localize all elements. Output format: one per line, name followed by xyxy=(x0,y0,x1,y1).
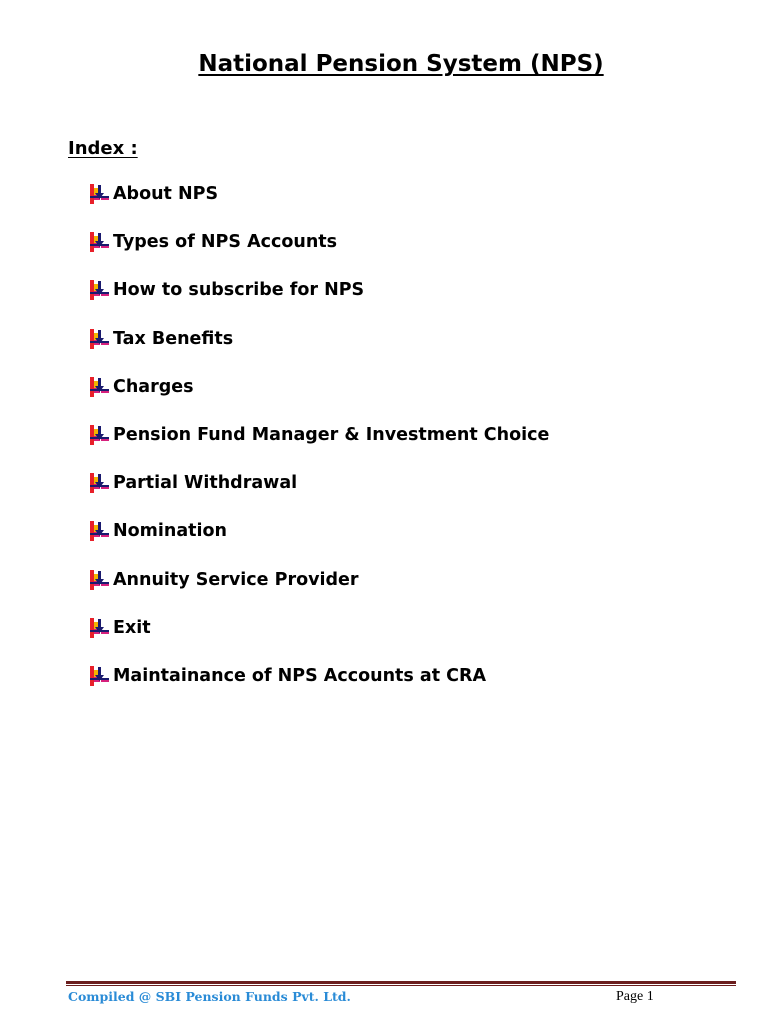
index-item-label: Partial Withdrawal xyxy=(113,473,298,494)
index-item-label: Pension Fund Manager & Investment Choice xyxy=(113,424,550,445)
list-item xyxy=(90,520,549,568)
index-item-label: About NPS xyxy=(113,184,219,204)
index-item-label: Annuity Service Provider xyxy=(113,569,359,590)
arrow-bullet-icon xyxy=(90,618,109,638)
list-item xyxy=(90,183,549,231)
footer-divider-thin xyxy=(66,985,736,986)
footer-divider xyxy=(66,981,736,987)
list-item xyxy=(90,231,549,279)
index-heading: Index : xyxy=(68,138,138,159)
arrow-bullet-icon xyxy=(90,521,109,541)
index-item-label: Nomination xyxy=(113,521,228,542)
footer-page-number: Page 1 xyxy=(616,989,654,1004)
arrow-bullet-icon xyxy=(90,473,109,493)
list-item xyxy=(90,279,549,327)
list-item xyxy=(90,569,549,617)
arrow-bullet-icon xyxy=(90,666,109,686)
arrow-bullet-icon xyxy=(90,184,109,204)
index-item-label: Exit xyxy=(113,617,151,638)
arrow-bullet-icon xyxy=(90,280,109,300)
list-item xyxy=(90,472,549,520)
index-list xyxy=(90,183,549,713)
footer-divider-thick xyxy=(66,981,736,984)
list-item xyxy=(90,424,549,472)
arrow-bullet-icon xyxy=(90,570,109,590)
index-item-label: Tax Benefits xyxy=(113,328,234,349)
page-title: National Pension System (NPS) xyxy=(198,51,604,77)
list-item xyxy=(90,617,549,665)
arrow-bullet-icon xyxy=(90,232,109,252)
index-item-label: Charges xyxy=(113,376,194,397)
list-item xyxy=(90,665,549,713)
index-item-label: Maintainance of NPS Accounts at CRA xyxy=(113,665,487,686)
arrow-bullet-icon xyxy=(90,425,109,445)
index-item-label: Types of NPS Accounts xyxy=(113,232,338,253)
arrow-bullet-icon xyxy=(90,377,109,397)
list-item xyxy=(90,376,549,424)
list-item xyxy=(90,328,549,376)
footer-compiled-by: Compiled @ SBI Pension Funds Pvt. Ltd. xyxy=(68,989,351,1004)
index-item-label: How to subscribe for NPS xyxy=(113,280,365,301)
arrow-bullet-icon xyxy=(90,329,109,349)
